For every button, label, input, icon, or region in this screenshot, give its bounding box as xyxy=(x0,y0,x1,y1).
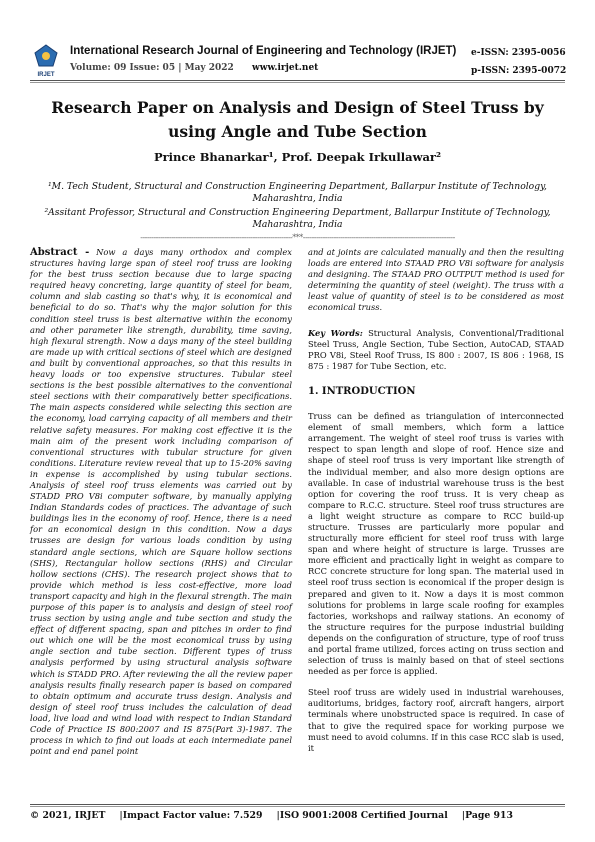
footer-iso: ISO 9001:2008 Certified Journal xyxy=(279,810,448,821)
intro-paragraph-2: Steel roof truss are widely used in industrial warehouses, auditoriums, bridges, factory roof, aircraft hangers, airport terminals where unobstructed space is required. In case of that to give the required space for working purpose we must need to avoid columns. If in this case RCC slab is used, it xyxy=(308,687,564,753)
footer-separator: | xyxy=(119,810,123,821)
journal-volume: Volume: 09 Issue: 05 | May 2022 xyxy=(70,63,234,73)
header-rule-secondary xyxy=(30,82,565,83)
keywords-text: Structural Analysis, Conventional/Traditional Steel Truss, Angle Section, Tube Section, AutoCAD, STAAD PRO V8i, Steel Roof Truss, IS 800 : 2007, IS 806 : 1968, IS 875 : 1987 for Tube Section, etc. xyxy=(308,327,564,371)
intro-paragraph-1: Truss can be defined as triangulation of interconnected element of small members, which form a lattice arrangement. The weight of steel roof truss is varies with respect to span length and slope of roof. Hence size and shape of steel roof truss is very important like strength of the individual member, and also more design options are available. In case of industrial warehouse truss is the best option for covering the roof truss. It is very cheap as compare to R.C.C. structure. Steel roof truss structures are a light weight structure as compare to RCC build-up structure. Trusses are particularly more popular and structurally more efficient for steel roof truss with large span and where height of structure is large. Trusses are more efficient and practically light in weight as compare to RCC concrete structure for long span. The material used in steel roof truss section is economical if the proper design is prepared and given to it. Now a days it is most common solutions for problems in large scale roofing for examples factories, workshops and railway stations. An economy of the structure requires for the purpose industrial building depends on the configuration of structure, type of roof truss and portal frame utilized, forces acting on truss section and selection of truss is mainly based on that of steel sections needed as per force is applied. xyxy=(308,411,564,677)
section-divider: ---------------------------------------------------------------------***--------------------------------------------------------------------- xyxy=(140,233,455,241)
footer-separator: | xyxy=(461,810,466,821)
paper-authors: Prince Bhanarkar¹, Prof. Deepak Irkullawar² xyxy=(153,150,442,164)
journal-website[interactable]: www.irjet.net xyxy=(252,63,319,73)
footer-separator: | xyxy=(276,810,280,821)
page-footer xyxy=(30,810,565,821)
journal-title: International Research Journal of Engineering and Technology (IRJET) xyxy=(70,45,457,57)
footer-rule xyxy=(30,804,565,805)
irjet-logo xyxy=(33,44,59,78)
header-rule xyxy=(30,80,565,81)
footer-copyright: © 2021, IRJET xyxy=(30,810,106,821)
logo-text: IRJET xyxy=(37,72,55,78)
p-issn: p-ISSN: 2395-0072 xyxy=(471,66,567,76)
paper-title: Research Paper on Analysis and Design of Steel Truss by using Angle and Tube Section xyxy=(51,98,544,141)
e-issn: e-ISSN: 2395-0056 xyxy=(471,48,566,58)
keywords-paragraph xyxy=(308,328,564,372)
keywords-label: Key Words: xyxy=(308,327,363,338)
right-column xyxy=(308,247,564,764)
footer-page-number: Page 913 xyxy=(465,810,513,821)
section-heading-introduction: 1. INTRODUCTION xyxy=(308,385,416,397)
affiliation-1: ¹M. Tech Student, Structural and Construction Engineering Department, Ballarpur Institute of Technology, Maharashtra, India xyxy=(48,181,547,204)
abstract-continuation: and at joints are calculated manually and then the resulting loads are entered into STAAD PRO V8i software for analysis and designing. The STAAD PRO OUTPUT method is used for determining the quantity of steel (weight). The truss with a least value of quantity of steel is to be considered as most economical truss. xyxy=(308,247,564,313)
abstract-text: Now a days many orthodox and complex structures having large span of steel roof truss are looking for the best truss section because due to large spacing required heavy concreting, large quantity of steel for beam, column and slab casting so that's why, it is economical and beneficial to do so. That's why the major solution for this condition steel truss is best alternative within the economy and other parameter like strength, durability, time saving, high flexural strength. Now a days many of the steel building are made up with critical sections of steel which are designed and built by conventional approaches, so that this results in heavy loads or too expensive structures. Tubular steel sections is the best possible alternatives to the conventional steel sections with their comparatively better specifications. The main aspects considered while selecting this section are the economy, load carrying capacity of all members and their relative safety measures. For making cost effective it is the main aim of the present work including comparison of conventional structures with tubular structure for given conditions. Literature review reveal that up to 15-20% saving in expense is accomplished by using tubular sections. Analysis of steel roof truss elements was carried out by STADD PRO V8i computer software, by manually applying Indian Standards codes of practices. The advantage of such buildings lies in the economy of roof. Hence, there is a need for an economical design in this condition. Now a days trusses are design for various loads condition by using standard angle sections, which are Square hollow sections (SHS), Rectangular hollow sections (RHS) and Circular hollow sections (CHS). The research project shows that to provide which method is less cost-effective, more load transport capacity and high in the flexural strength. The main purpose of this paper is to analysis and design of steel roof truss section by using angle and tube section and study the effect of different spacing, span and pitches in order to find out which one will be the most economical truss by using angle section and tube section. Different types of truss analysis performed by using structural analysis software which is STADD PRO. After reviewing the all the review paper analysis results finally research paper is based on compared to obtain optimum and accurate truss design. Analysis and design of steel roof truss includes the calculation of dead load, live load and wind load with respect to Indian Standard Code of Practice IS 800:2007 and IS 875(Part 3)-1987. The process in which to find out loads at each intermediate panel point and end panel point xyxy=(30,247,292,757)
footer-rule-secondary xyxy=(30,806,565,807)
affiliation-2: ²Assitant Professor, Structural and Construction Engineering Department, Ballarpur Institute of Technology, Maharashtra, India xyxy=(44,207,551,230)
abstract-label: Abstract - xyxy=(30,247,90,258)
footer-impact-factor: Impact Factor value: 7.529 xyxy=(122,810,263,821)
left-column xyxy=(30,247,292,757)
